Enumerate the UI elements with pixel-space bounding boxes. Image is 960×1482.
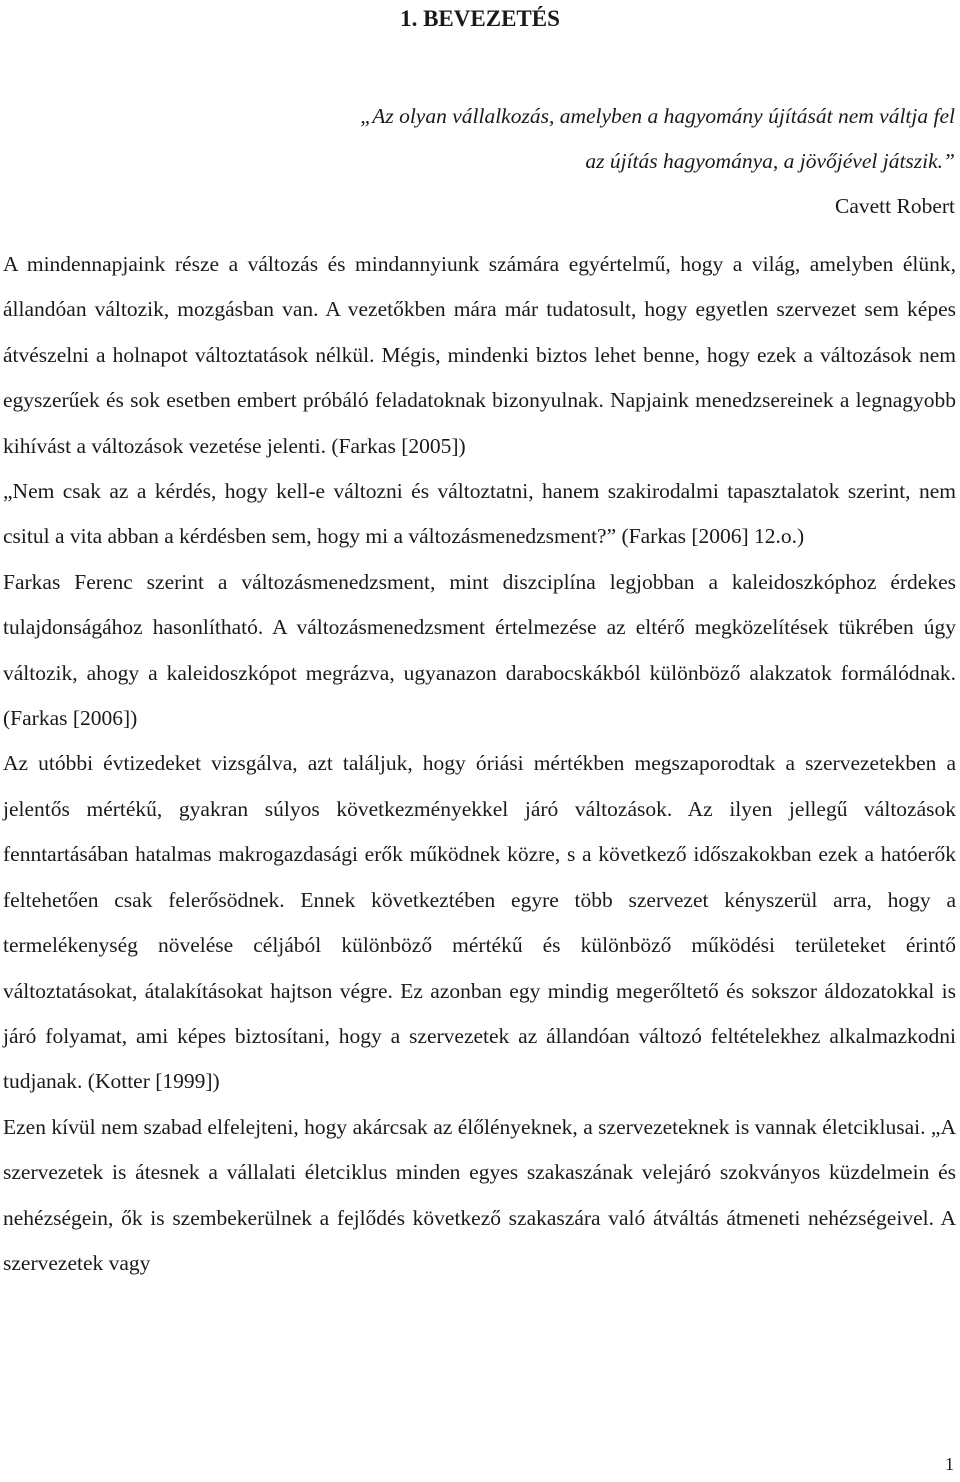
epigraph-line: „Az olyan vállalkozás, amelyben a hagyomány újítását nem váltja fel [360,104,955,128]
paragraph: Ezen kívül nem szabad elfelejteni, hogy akárcsak az élőlényeknek, a szervezeteknek is vannak életciklusai. „A szervezetek is átesnek a vállalati életciklus minden egyes szakaszának velejáró szokványos küzdelmein és nehézségein, ők is szembekerülnek a fejlődés következő szakaszára való átváltás átmeneti nehézségeivel. A szervezetek vagy [3,1114,956,1275]
page-number: 1 [945,1454,954,1474]
paragraph: Farkas Ferenc szerint a változásmenedzsment, mint diszciplína legjobban a kaleidoszkóphoz érdekes tulajdonságához hasonlítható. A változásmenedzsment értelmezése az eltérő megközelítések tükrében úgy változik, ahogy a kaleidoszkópot megrázva, ugyanazon darabocskákból különböző alakzatok formálódnak. (Farkas [2006]) [3,569,956,731]
paragraph: Az utóbbi évtizedeket vizsgálva, azt találjuk, hogy óriási mértékben megszaporodtak a szervezetekben a jelentős mértékű, gyakran súlyos következményekkel járó változások. Az ilyen jellegű változások fenntartásában hatalmas makrogazdasági erők működnek közre, s a következő időszakokban ezek a hatóerők feltehetően csak felerősödnek. Ennek következtében egyre több szervezet kényszerül arra, hogy a termelékenység növelése céljából különböző mértékű és különböző működési területeket érintő változtatásokat, átalakításokat hajtson végre. Ez azonban egy mindig megerőltető és sokszor áldozatokkal is járó folyamat, ami képes biztosítani, hogy a szervezetek az állandóan változó feltételekhez alkalmazkodni tudjanak. (Kotter [1999]) [3,751,956,1094]
chapter-heading: 1. BEVEZETÉS [400,6,560,31]
body-text [3,242,956,1286]
epigraph [155,94,955,229]
paragraph: A mindennapjaink része a változás és mindannyiunk számára egyértelmű, hogy a világ, amelyben élünk, állandóan változik, mozgásban van. A vezetőkben mára már tudatosult, hogy egyetlen szervezet sem képes átvészelni a holnapot változtatások nélkül. Mégis, mindenki biztos lehet benne, hogy ezek a változások nem egyszerűek és sok esetben embert próbáló feladatoknak bizonyulnak. Napjaink menedzsereinek a legnagyobb kihívást a változások vezetése jelenti. (Farkas [2005]) [3,252,956,458]
epigraph-line: az újítás hagyománya, a jövőjével játszik.” [585,149,955,173]
paragraph: „Nem csak az a kérdés, hogy kell-e változni és változtatni, hanem szakirodalmi tapasztalatok szerint, nem csitul a vita abban a kérdésben sem, hogy mi a változásmenedzsment?” (Farkas [2006] 12.o.) [3,479,956,549]
epigraph-author: Cavett Robert [834,194,955,218]
